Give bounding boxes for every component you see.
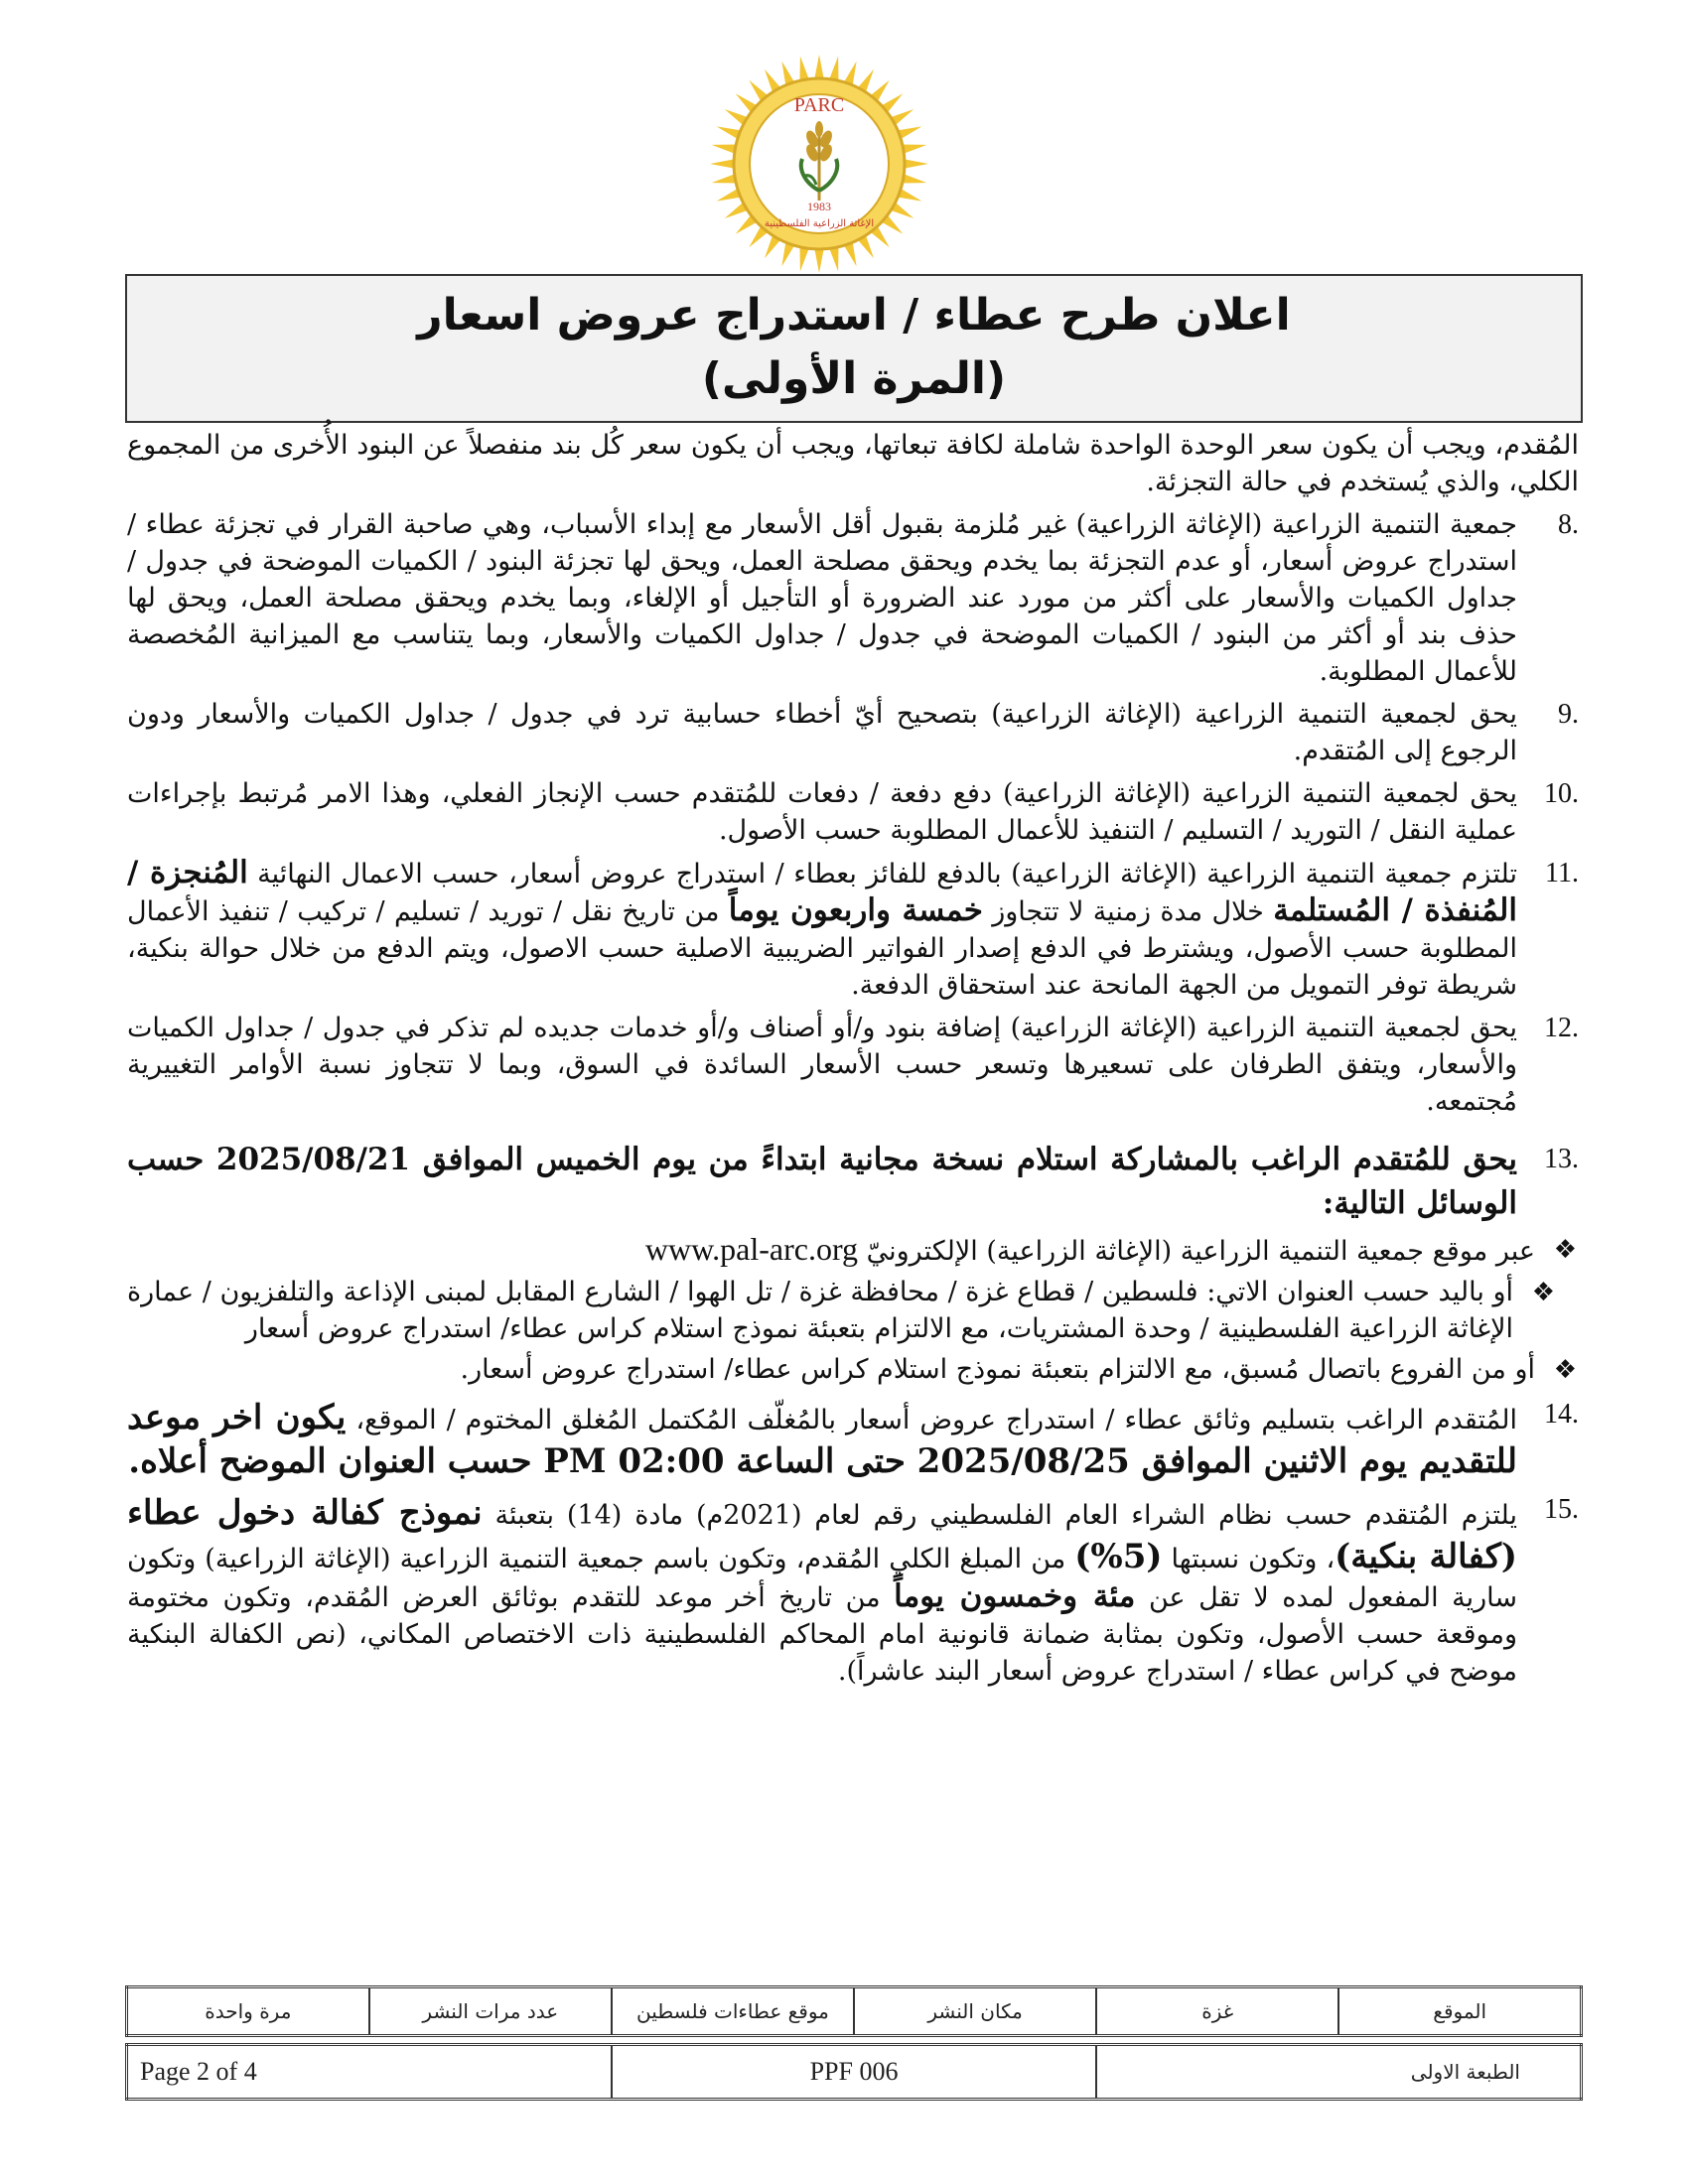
logo-year: 1983 xyxy=(807,200,831,213)
bullet-text: عبر موقع جمعية التنمية الزراعية (الإغاثة الزراعية) الإلكترونيّ xyxy=(866,1236,1535,1267)
clause-number: 9. xyxy=(1558,699,1579,730)
bullet-text: أو باليد حسب العنوان الاتي: فلسطين / قطاع غزة / محافظة غزة / تل الهوا / الشارع المقابل لمبنى الإذاعة والتلفزيون / عمارة الإغاثة الزراعية الفلسطينية / وحدة المشتريات، مع الالتزام بتعبئة نموذج استلام كراس عطاء/ استدراج عروض أسعار xyxy=(127,1277,1513,1344)
deadline-emphasis: يكون اخر موعد للتقديم يوم الاثنين الموافق 2025/08/25 حتى الساعة 02:00 PM حسب العنوان الموضح أعلاه. xyxy=(127,1398,1517,1481)
diamond-bullet-icon: ❖ xyxy=(1553,1235,1577,1265)
clause-text: جمعية التنمية الزراعية (الإغاثة الزراعية) غير مُلزمة بقبول أقل الأسعار مع إبداء الأسباب، وهي صاحبة القرار في تجزئة عطاء / استدراج عروض أسعار، أو عدم التجزئة بما يخدم ويحقق مصلحة العمل، ويحق لها تجزئة البنود / الكميات الموضحة في جدول / جداول الكميات والأسعار على أكثر من مورد عند الضرورة أو التأجيل أو الإلغاء، وبما يخدم ويحقق مصلحة العمل، ويحق لها حذف بند أو أكثر من البنود / الكميات الموضحة في جدول / جداول الكميات والأسعار، وبما يتناسب مع الميزانية المُخصصة للأعمال المطلوبة. xyxy=(127,509,1517,687)
clause-text: المُتقدم الراغب بتسليم وثائق عطاء / استدراج عروض أسعار بالمُغلّف المُكتمل المُغلق المختوم / الموقع، xyxy=(346,1405,1517,1435)
clause-number: 14. xyxy=(1544,1399,1579,1430)
clause-emphasis: مئة وخمسون يوماً xyxy=(894,1578,1136,1614)
clause-number: 10. xyxy=(1544,778,1579,809)
clause-number: 15. xyxy=(1544,1494,1579,1525)
sun-ray xyxy=(814,55,824,80)
value-publish-place: موقع عطاءات فلسطين xyxy=(612,1987,854,2036)
clause-text: من تاريخ أخر موعد للتقدم بوثائق العرض المُقدم، وتكون مختومة وموقعة حسب الأصول، وتكون بمثابة ضمانة قانونية امام المحاكم الفلسطينية ذات الاختصاص المكاني، (نص الكفالة البنكية موضح في كراس عطاء / استدراج عروض أسعار البند عاشراً). xyxy=(127,1582,1517,1687)
bullet-text: أو من الفروع باتصال مُسبق، مع الالتزام بتعبئة نموذج استلام كراس عطاء/ استدراج عروض أسعار. xyxy=(460,1354,1535,1385)
website-link[interactable]: www.pal-arc.org xyxy=(644,1231,859,1267)
clause-number: 8. xyxy=(1558,509,1579,540)
clause-number: 11. xyxy=(1545,858,1579,888)
clause-text: يحق لجمعية التنمية الزراعية (الإغاثة الزراعية) بتصحيح أيّ أخطاء حسابية ترد في جدول / جداول الكميات والأسعار ودون الرجوع إلى المُتقدم. xyxy=(127,699,1517,766)
value-location: غزة xyxy=(1096,1987,1338,2036)
clause-text: ، وتكون نسبتها xyxy=(1162,1544,1336,1574)
sun-ray xyxy=(814,247,824,273)
clause-text: يحق لجمعية التنمية الزراعية (الإغاثة الزراعية) إضافة بنود و/أو أصناف و/أو خدمات جديده لم تذكر في جدول / جداول الكميات والأسعار، ويتفق الطرفان على تسعيرها وتسعر حسب الأسعار السائدة في السوق، وبما لا تتجاوز نسبة الأوامر التغييرية مُجتمعه. xyxy=(127,1013,1517,1117)
form-code: PPF 006 xyxy=(612,2045,1096,2100)
publication-info-table xyxy=(125,1985,1583,2037)
clause-13 xyxy=(127,1138,1579,1225)
diamond-bullet-icon: ❖ xyxy=(1531,1278,1555,1307)
page-footer-table xyxy=(125,2043,1583,2101)
clause-text: خلال مدة زمنية لا تتجاوز xyxy=(982,896,1274,927)
clause-10 xyxy=(127,775,1579,849)
page-number: Page 2 of 4 xyxy=(127,2045,612,2100)
logo-arc-text: الإغاثة الزراعية الفلسطينية xyxy=(764,218,875,229)
clause-text: يحق للمُتقدم الراغب بالمشاركة استلام نسخة مجانية ابتداءً من يوم الخميس الموافق 2025/08/21 حسب الوسائل التالية: xyxy=(127,1142,1517,1221)
intro-paragraph: المُقدم، ويجب أن يكون سعر الوحدة الواحدة شاملة لكافة تبعاتها، ويجب أن يكون سعر كُل بند منفصلاً عن البنود الأُخرى من المجموع الكلي، والذي يُستخدم في حالة التجزئة. xyxy=(127,430,1579,497)
announcement-title-box xyxy=(125,274,1583,423)
document-body xyxy=(127,427,1579,1696)
value-publish-count: مرة واحدة xyxy=(127,1987,369,2036)
diamond-bullet-icon: ❖ xyxy=(1553,1355,1577,1385)
label-publish-count: عدد مرات النشر xyxy=(369,1987,612,2036)
clause-text: يلتزم المُتقدم حسب نظام الشراء العام الفلسطيني رقم لعام (2021م) مادة (14) بتعبئة xyxy=(482,1500,1517,1531)
clause-text: من تاريخ نقل / توريد / تسليم / تركيب / تنفيذ الأعمال المطلوبة حسب الأصول، ويشترط في الدفع إصدار الفواتير الضريبية الاصلية حسب الاصول، ويتم الدفع من خلال حوالة بنكية، شريطة توفر التمويل من الجهة المانحة عند استحقاق الدفعة. xyxy=(127,896,1517,1001)
label-publish-place: مكان النشر xyxy=(854,1987,1096,2036)
label-location: الموقع xyxy=(1338,1987,1581,2036)
clause-8 xyxy=(127,506,1579,690)
clause-emphasis: (5%) xyxy=(1074,1537,1163,1576)
parc-logo xyxy=(707,52,931,276)
bullet-website xyxy=(127,1231,1579,1270)
bullet-by-hand xyxy=(127,1274,1557,1347)
clause-emphasis: المُنجزة / المُنفذة / المُستلمة xyxy=(127,855,1517,928)
edition-label: الطبعة الاولى xyxy=(1096,2045,1581,2100)
clause-9 xyxy=(127,696,1579,769)
bullet-branches xyxy=(127,1351,1579,1388)
clause-number: 12. xyxy=(1544,1013,1579,1043)
clause-text: تلتزم جمعية التنمية الزراعية (الإغاثة الزراعية) بالدفع للفائز بعطاء / استدراج عروض أسعار، حسب الاعمال النهائية xyxy=(247,859,1517,889)
announcement-title: اعلان طرح عطاء / استدراج عروض اسعار xyxy=(417,290,1291,341)
clause-14 xyxy=(127,1396,1579,1483)
clause-text: من المبلغ الكلي المُقدم، وتكون باسم جمعية التنمية الزراعية (الإغاثة الزراعية) وتكون سارية المفعول لمده لا تقل عن xyxy=(127,1544,1517,1613)
logo-top-text: PARC xyxy=(793,94,845,116)
clause-11 xyxy=(127,855,1579,1004)
sun-ray xyxy=(903,159,928,169)
clause-text: يحق لجمعية التنمية الزراعية (الإغاثة الزراعية) دفع دفعة / دفعات للمُتقدم حسب الإنجاز الفعلي، وهذا الامر مُرتبط بإجراءات عملية النقل / التوريد / التسليم / التنفيذ للأعمال المطلوبة حسب الأصول. xyxy=(127,778,1517,846)
sun-ray xyxy=(710,159,736,169)
announcement-subtitle: (المرة الأولى) xyxy=(701,353,1007,404)
clause-emphasis: نموذج كفالة دخول عطاء (كفالة بنكية) xyxy=(127,1493,1517,1576)
clause-emphasis: خمسة واربعون يوماً xyxy=(728,892,983,928)
clause-12 xyxy=(127,1010,1579,1120)
clause-number: 13. xyxy=(1544,1144,1579,1174)
clause-15 xyxy=(127,1491,1579,1690)
